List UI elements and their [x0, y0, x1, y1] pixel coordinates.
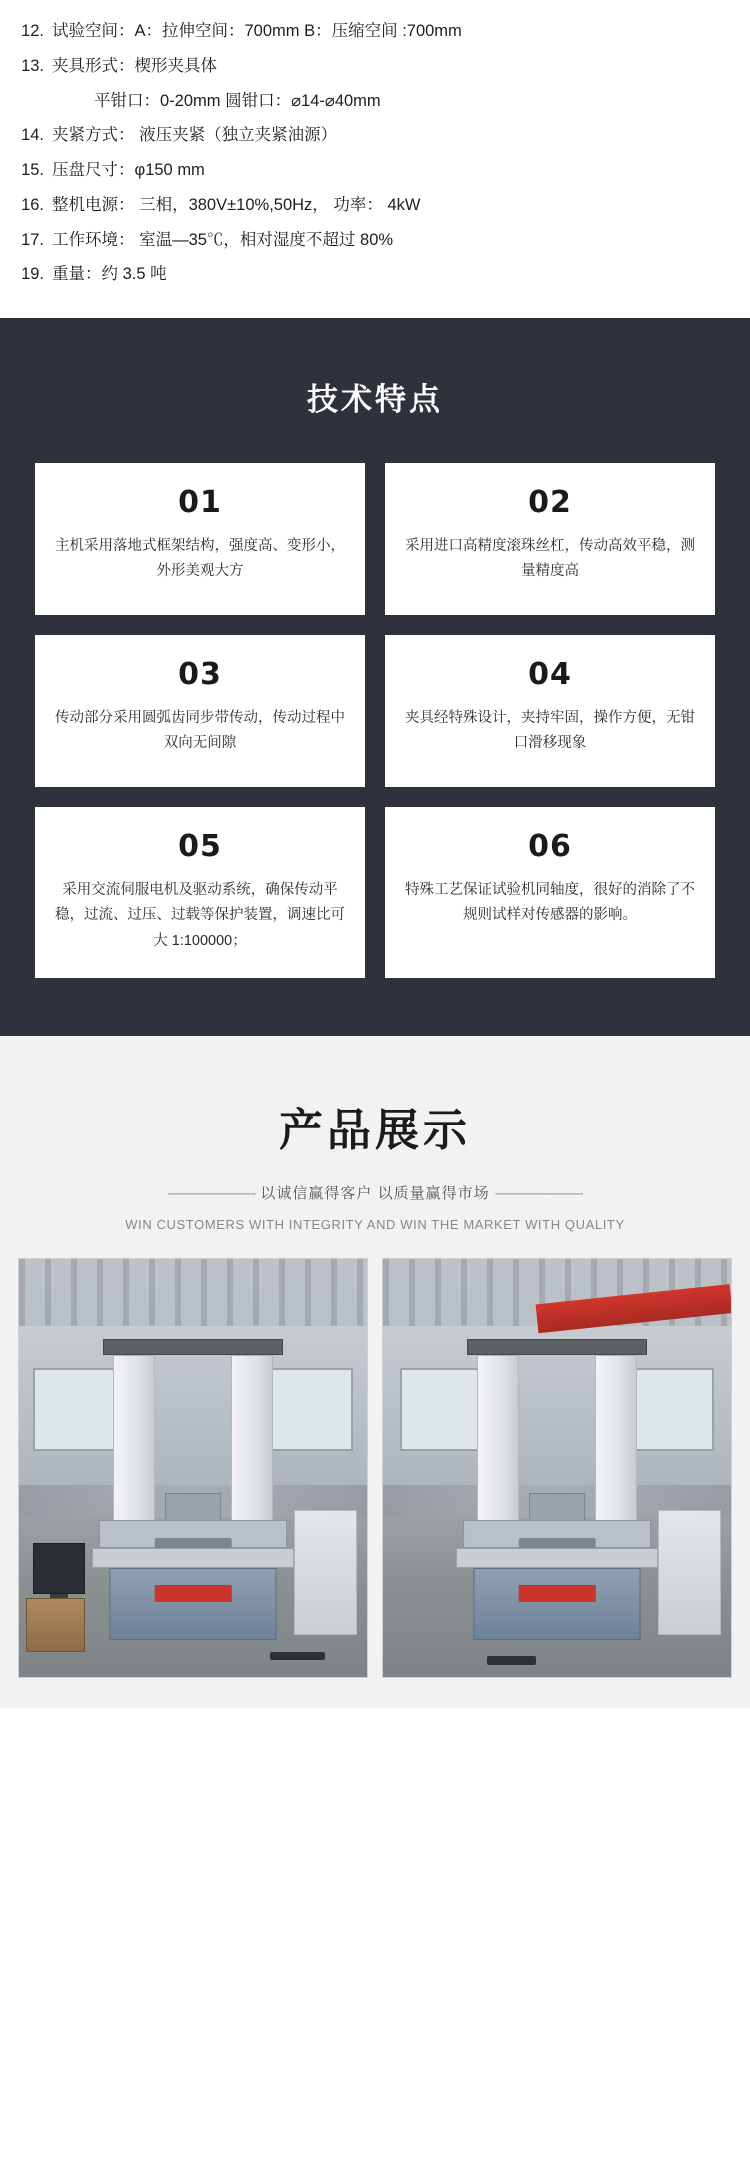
- feature-card: [35, 807, 365, 978]
- spec-text: 夹具形式：楔形夹具体: [52, 56, 217, 75]
- spec-text: 重量：约 3.5 吨: [52, 265, 167, 284]
- product-photo-left: [18, 1258, 368, 1678]
- spec-number: 13.: [21, 56, 44, 75]
- wrapped-equipment: [294, 1510, 357, 1635]
- machine-table: [92, 1548, 294, 1569]
- spec-text: 试验空间：A：拉伸空间：700mm B：压缩空间 :700mm: [52, 22, 462, 40]
- machine-top-beam: [467, 1339, 648, 1356]
- spec-row: [0, 49, 750, 84]
- spec-text: 工作环境： 室温—35℃，相对湿度不超过 80%: [52, 230, 394, 249]
- feature-description: 采用进口高精度滚珠丝杠，传动高效平稳，测量精度高: [405, 538, 695, 580]
- spec-row: [0, 188, 750, 223]
- features-grid: [0, 463, 750, 978]
- specifications-section: [0, 0, 750, 318]
- computer-monitor-icon: [33, 1543, 85, 1593]
- feature-number: 04: [528, 657, 572, 692]
- machine-brand-label: [155, 1585, 232, 1602]
- subtitle-cn-text: 以诚信赢得客户 以质量赢得市场: [260, 1185, 490, 1203]
- machine-column-left: [477, 1355, 519, 1547]
- photo-gallery: [0, 1232, 750, 1678]
- spec-text: 平钳口：0-20mm 圆钳口：⌀14-⌀40mm: [94, 91, 381, 110]
- feature-description: 特殊工艺保证试验机同轴度，很好的消除了不规则试样对传感器的影响。: [405, 882, 695, 924]
- feature-card: [385, 635, 715, 787]
- showcase-title: 产品展示: [279, 1106, 471, 1156]
- machine-top-beam: [103, 1339, 284, 1356]
- spec-number: 15.: [21, 161, 44, 179]
- feature-description: 主机采用落地式框架结构，强度高、变形小，外形美观大方: [55, 538, 345, 580]
- window-icon: [263, 1368, 353, 1452]
- spec-text: 整机电源： 三相，380V±10%,50Hz， 功率： 4kW: [52, 195, 421, 214]
- machine-base: [109, 1568, 276, 1639]
- dash-right: ----------------------: [494, 1185, 583, 1203]
- floor-cable: [270, 1652, 326, 1660]
- spec-number: 17.: [21, 230, 44, 249]
- spec-number: 12.: [21, 22, 44, 40]
- feature-number: 03: [178, 657, 222, 692]
- spec-row: [0, 84, 750, 119]
- feature-number: 06: [528, 829, 572, 864]
- product-photo-right: [382, 1258, 732, 1678]
- machine-table: [456, 1548, 658, 1569]
- spec-text: 压盘尺寸：φ150 mm: [52, 161, 205, 179]
- window-icon: [33, 1368, 123, 1452]
- feature-card: [385, 807, 715, 978]
- feature-number: 05: [178, 829, 222, 864]
- feature-number: 01: [178, 485, 222, 520]
- feature-card: [35, 463, 365, 615]
- spec-row: [0, 14, 750, 49]
- dash-left: ----------------------: [167, 1185, 256, 1203]
- feature-description: 夹具经特殊设计，夹持牢固，操作方便，无钳口滑移现象: [405, 710, 695, 752]
- technical-features-section: [0, 318, 750, 1036]
- spec-text: 夹紧方式： 液压夹紧（独立夹紧油源）: [52, 126, 338, 145]
- machine-column-left: [113, 1355, 155, 1547]
- feature-description: 采用交流伺服电机及驱动系统，确保传动平稳，过流、过压、过载等保护装置，调速比可大 1:100000；: [55, 882, 345, 949]
- showcase-subtitle-en: WIN CUSTOMERS WITH INTEGRITY AND WIN THE MARKET WITH QUALITY: [125, 1217, 625, 1233]
- showcase-subtitle-cn: [0, 1182, 750, 1203]
- feature-card: [35, 635, 365, 787]
- ceiling-beams-icon: [19, 1259, 367, 1326]
- spec-row: [0, 153, 750, 188]
- machine-column-right: [231, 1355, 273, 1547]
- wooden-crate: [26, 1598, 85, 1652]
- machine-base: [473, 1568, 640, 1639]
- spec-row: [0, 223, 750, 258]
- feature-number: 02: [528, 485, 572, 520]
- floor-cable: [487, 1656, 536, 1664]
- machine-column-right: [595, 1355, 637, 1547]
- spec-row: [0, 118, 750, 153]
- features-title: 技术特点: [307, 382, 443, 417]
- feature-card: [385, 463, 715, 615]
- machine-brand-label: [519, 1585, 596, 1602]
- product-showcase-section: [0, 1036, 750, 1708]
- wrapped-equipment: [658, 1510, 721, 1635]
- spec-row: [0, 257, 750, 292]
- feature-description: 传动部分采用圆弧齿同步带传动，传动过程中双向无间隙: [55, 710, 345, 752]
- spec-number: 19.: [21, 265, 44, 284]
- spec-number: 14.: [21, 126, 44, 145]
- spec-number: 16.: [21, 195, 44, 214]
